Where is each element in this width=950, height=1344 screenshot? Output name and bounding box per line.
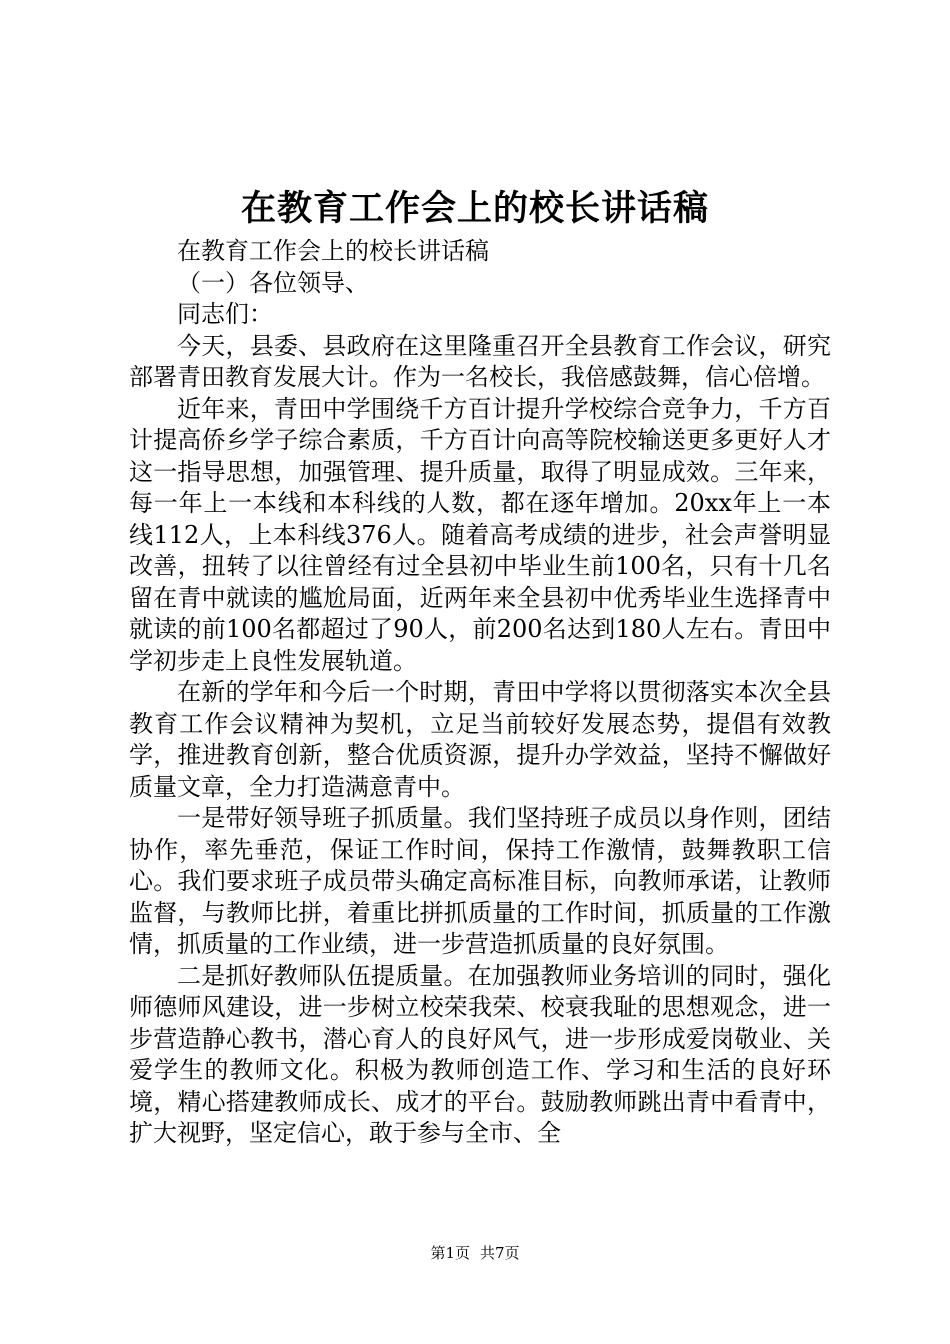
document-title: 在教育工作会上的校长讲话稿 [240, 188, 709, 229]
paragraph-plan: 在新的学年和今后一个时期，青田中学将以贯彻落实本次全县教育工作会议精神为契机，立足当前较好发展态势，提倡有效教学，推进教育创新，整合优质资源，提升办学效益，坚持不懈做好质量文章，全力打造满意青中。 [129, 678, 831, 801]
paragraph-leadership: 一是带好领导班子抓质量。我们坚持班子成员以身作则，团结协作，率先垂范，保证工作时间，保持工作激情，鼓舞教职工信心。我们要求班子成员带头确定高标准目标，向教师承诺，让教师监督，与教师比拼，着重比拼抓质量的工作时间，抓质量的工作激情，抓质量的工作业绩，进一步营造抓质量的良好氛围。 [129, 804, 831, 958]
paragraph-achievements: 近年来，青田中学围绕千方百计提升学校综合竞争力，千方百计提高侨乡学子综合素质，千方百计向高等院校输送更多更好人才这一指导思想，加强管理、提升质量，取得了明显成效。三年来，每一年上一本线和本科线的人数，都在逐年增加。20xx年上一本线112人，上本科线376人。随着高考成绩的进步，社会声誉明显改善，扭转了以往曾经有过全县初中毕业生前100名，只有十几名留在青中就读的尴尬局面，近两年来全县初中优秀毕业生选择青中就读的前100名都超过了90人，前200名达到180人左右。青田中学初步走上良性发展轨道。 [129, 394, 831, 675]
paragraph-opening: 今天，县委、县政府在这里隆重召开全县教育工作会议，研究部署青田教育发展大计。作为一名校长，我倍感鼓舞，信心倍增。 [129, 331, 831, 391]
page-number: 第1页 [430, 1244, 470, 1262]
paragraph-subtitle: 在教育工作会上的校长讲话稿 [177, 237, 489, 265]
page-total: 共7页 [480, 1244, 520, 1262]
paragraph-salutation-1: （一）各位领导、 [177, 268, 369, 297]
page-footer [0, 1243, 950, 1263]
paragraph-teachers: 二是抓好教师队伍提质量。在加强教师业务培训的同时，强化师德师风建设，进一步树立校荣我荣、校衰我耻的思想观念，进一步营造静心教书，潜心育人的良好风气，进一步形成爱岗敬业、关爱学生的教师文化。积极为教师创造工作、学习和生活的良好环境，精心搭建教师成长、成才的平台。鼓励教师跳出青中看青中，扩大视野，坚定信心，敢于参与全市、全 [129, 961, 831, 1147]
document-body [129, 236, 831, 1150]
paragraph-salutation-2: 同志们： [177, 300, 273, 328]
